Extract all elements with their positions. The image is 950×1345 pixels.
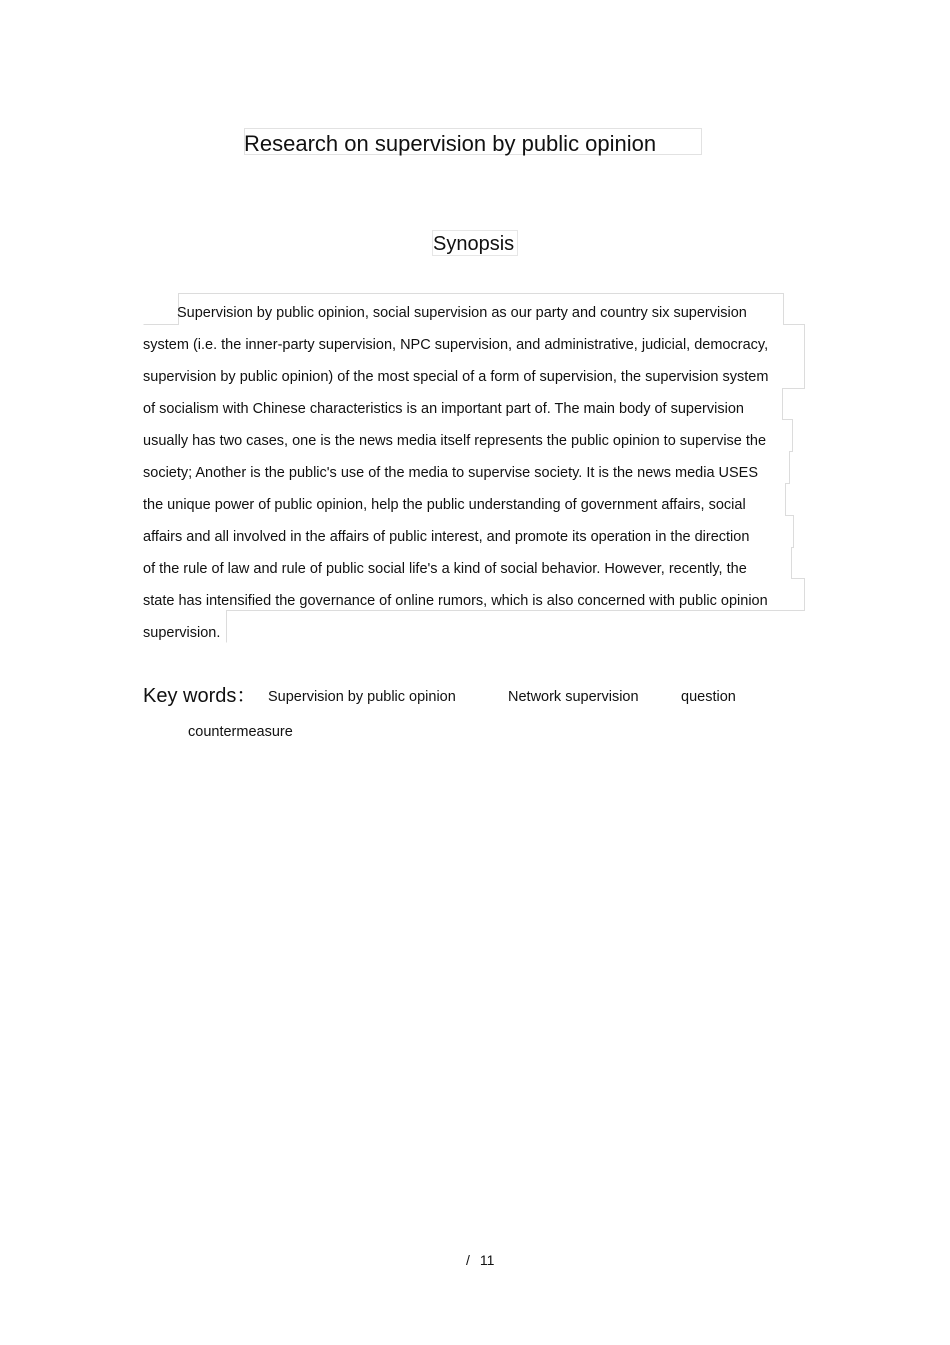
keywords-label: Key words： xyxy=(143,685,257,707)
keyword: question xyxy=(681,689,736,705)
abstract-line-1: Supervision by public opinion, social supervision as our party and country six supervision xyxy=(177,305,747,321)
page-total: 11 xyxy=(479,1252,495,1268)
abstract-line-10: state has intensified the governance of online rumors, which is also concerned with public opinion xyxy=(143,593,768,609)
abstract-line-5: usually has two cases, one is the news media itself represents the public opinion to supervise the xyxy=(143,433,767,449)
abstract-line-7: the unique power of public opinion, help the public understanding of government affairs, social xyxy=(143,497,746,513)
keyword: Network supervision xyxy=(508,689,639,705)
abstract-line-3: supervision by public opinion) of the most special of a form of supervision, the supervision system xyxy=(143,369,769,385)
abstract-line-2: system (i.e. the inner-party supervision, NPC supervision, and administrative, judicial, democracy, xyxy=(143,337,769,353)
abstract-line-6: society; Another is the public's use of the media to supervise society. It is the news media USES xyxy=(143,465,759,481)
document-title: Research on supervision by public opinion xyxy=(244,131,657,156)
section-heading: Synopsis xyxy=(433,233,515,255)
abstract-line-4: of socialism with Chinese characteristics is an important part of. The main body of supervision xyxy=(143,401,744,417)
page-number xyxy=(466,1250,494,1270)
keyword: Supervision by public opinion xyxy=(268,689,456,705)
abstract-line-9: of the rule of law and rule of public social life's a kind of social behavior. However, recently, the xyxy=(143,561,747,577)
page-separator: / xyxy=(466,1252,470,1268)
abstract-line-8: affairs and all involved in the affairs of public interest, and promote its operation in the direction xyxy=(143,529,750,545)
keyword: countermeasure xyxy=(188,724,293,740)
abstract-line-11: supervision. xyxy=(143,625,221,641)
